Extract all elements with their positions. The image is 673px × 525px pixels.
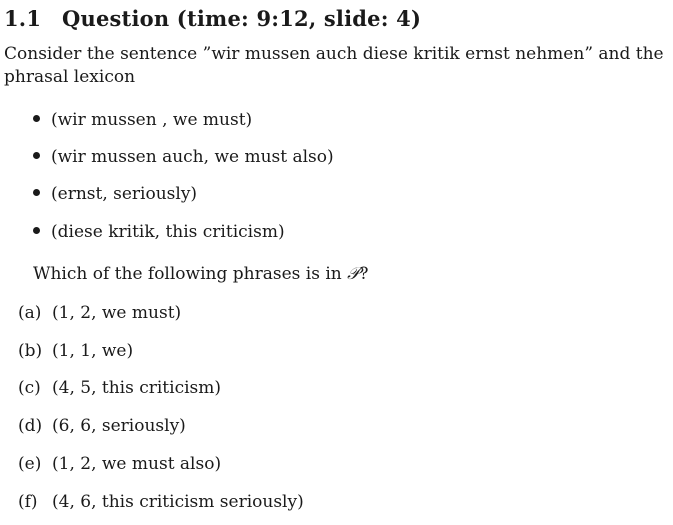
lexicon-item [33, 108, 252, 132]
option-text: (1, 2, we must) [52, 303, 182, 323]
option-text: (4, 6, this criticism seriously) [52, 492, 304, 512]
option-text: (1, 1, we) [52, 341, 134, 361]
section-heading [4, 6, 421, 31]
option-label: (b) [18, 341, 43, 361]
section-title: Question (time: 9:12, slide: 4) [62, 6, 422, 31]
answer-option-c[interactable] [18, 376, 221, 400]
option-label: (a) [18, 303, 42, 323]
answer-option-f[interactable] [18, 490, 304, 514]
bullet-icon [33, 227, 40, 234]
option-label: (c) [18, 378, 41, 398]
lexicon-item-text: (ernst, seriously) [51, 184, 198, 204]
option-text: (1, 2, we must also) [52, 454, 222, 474]
bullet-icon [33, 152, 40, 159]
lexicon-item [33, 182, 197, 206]
option-text: (4, 5, this criticism) [52, 378, 222, 398]
answer-option-d[interactable] [18, 414, 186, 438]
question-prefix: Which of the following phrases is in [33, 264, 348, 284]
question-suffix: ? [359, 264, 369, 284]
bullet-icon [33, 115, 40, 122]
lexicon-item [33, 220, 285, 244]
answer-option-b[interactable] [18, 339, 133, 363]
option-label: (d) [18, 416, 43, 436]
option-label: (e) [18, 454, 42, 474]
question-text [33, 262, 369, 286]
lexicon-item-text: (diese kritik, this criticism) [51, 222, 285, 242]
answer-option-a[interactable] [18, 301, 181, 325]
lexicon-item [33, 145, 334, 169]
lexicon-item-text: (wir mussen auch, we must also) [51, 147, 334, 167]
lexicon-item-text: (wir mussen , we must) [51, 110, 253, 130]
phrase-set-symbol: 𝒫 [347, 264, 360, 284]
option-label: (f) [18, 492, 38, 512]
bullet-icon [33, 189, 40, 196]
answer-option-e[interactable] [18, 452, 221, 476]
section-number: 1.1 [4, 6, 42, 31]
option-text: (6, 6, seriously) [52, 416, 186, 436]
intro-line-2: phrasal lexicon [4, 67, 136, 87]
intro-paragraph [4, 43, 664, 89]
intro-line-1: Consider the sentence ”wir mussen auch diese kritik ernst nehmen” and the [4, 44, 664, 64]
